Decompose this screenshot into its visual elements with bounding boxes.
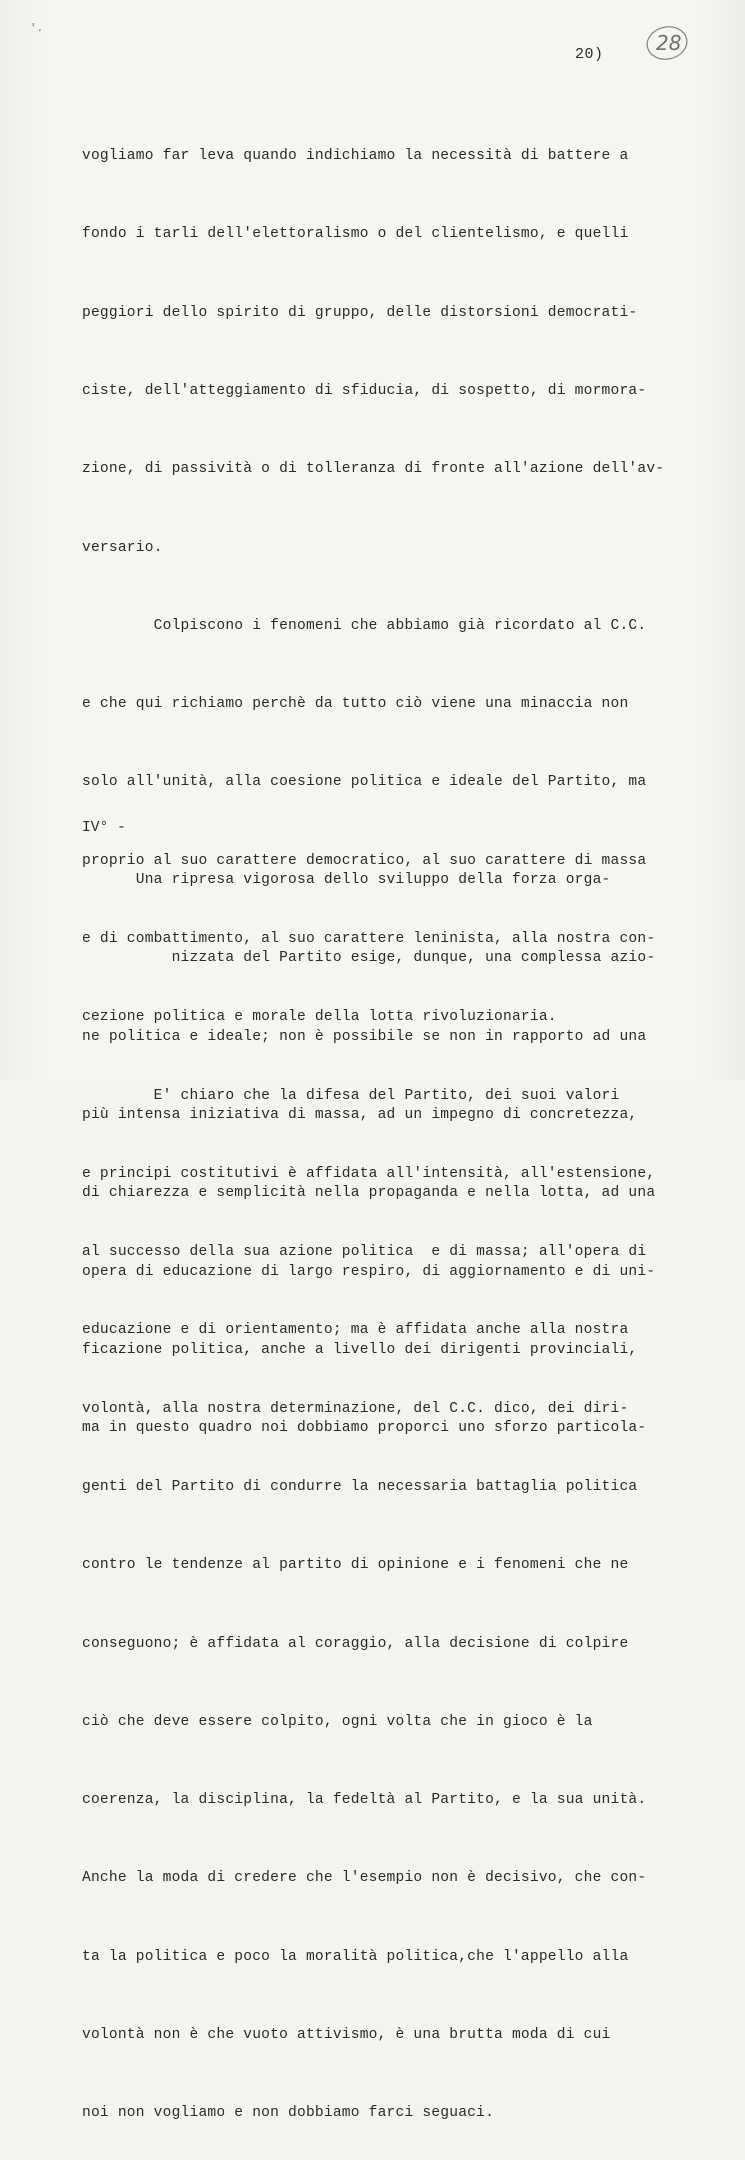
- text-line: e che qui richiamo perchè da tutto ciò viene una minaccia non: [82, 696, 629, 713]
- text-line: peggiori dello spirito di gruppo, delle distorsioni democrati-: [82, 304, 638, 321]
- text-line: volontà non è che vuoto attivismo, è una brutta moda di cui: [82, 2026, 611, 2043]
- text-line: versario.: [82, 539, 163, 556]
- text-line: noi non vogliamo e non dobbiamo farci seguaci.: [82, 2105, 495, 2122]
- text-line: nizzata del Partito esige, dunque, una complessa azio-: [82, 950, 656, 967]
- text-line: E' chiaro che la difesa del Partito, dei suoi valori: [82, 1087, 620, 1104]
- text-line: ciò che deve essere colpito, ogni volta che in gioco è la: [82, 1713, 593, 1730]
- text-line: e principi costitutivi è affidata all'intensità, all'estensione,: [82, 1165, 656, 1182]
- text-line: ta la politica e poco la moralità politica,che l'appello alla: [82, 1948, 629, 1965]
- text-line: ma in questo quadro noi dobbiamo proporci uno sforzo particola-: [82, 1420, 647, 1437]
- text-line: zione, di passività o di tolleranza di fronte all'azione dell'av-: [82, 461, 665, 478]
- text-line: solo all'unità, alla coesione politica e ideale del Partito, ma: [82, 774, 647, 791]
- text-line: proprio al suo carattere democratico, al suo carattere di massa: [82, 852, 647, 869]
- text-line: genti del Partito di condurre la necessaria battaglia politica: [82, 1478, 638, 1495]
- text-line: e di combattimento, al suo carattere leninista, alla nostra con-: [82, 931, 656, 947]
- text-line: ciste, dell'atteggiamento di sfiducia, di sospetto, di mormora-: [82, 383, 647, 400]
- text-line: Colpiscono i fenomeni che abbiamo già ricordato al C.C.: [82, 617, 647, 634]
- handwritten-page-stamp: [643, 22, 691, 64]
- text-line: cezione politica e morale della lotta rivoluzionaria.: [82, 1009, 557, 1026]
- text-line: più intensa iniziativa di massa, ad un impegno di concretezza,: [82, 1107, 638, 1124]
- text-line: contro le tendenze al partito di opinione e i fenomeni che ne: [82, 1557, 629, 1574]
- stamp-number: 28: [656, 31, 682, 55]
- text-line: volontà, alla nostra determinazione, del C.C. dico, dei diri-: [82, 1400, 629, 1417]
- page-number: 20): [575, 46, 604, 63]
- section-iv-text: [82, 815, 672, 1493]
- text-line: fondo i tarli dell'elettoralismo o del clientelismo, e quelli: [82, 226, 629, 243]
- text-line: al successo della sua azione politica e di massa; all'opera di: [82, 1244, 647, 1261]
- text-line: coerenza, la disciplina, la fedeltà al Partito, e la sua unità.: [82, 1792, 647, 1809]
- text-line: Una ripresa vigorosa dello sviluppo della forza orga-: [82, 872, 611, 889]
- text-line: educazione e di orientamento; ma è affidata anche alla nostra: [82, 1322, 629, 1339]
- text-line: ficazione politica, anche a livello dei dirigenti provinciali,: [82, 1341, 638, 1358]
- section-label: IV° -: [82, 820, 126, 836]
- text-line: ne politica e ideale; non è possibile se non in rapporto ad una: [82, 1028, 647, 1045]
- corner-mark: '.: [30, 23, 44, 35]
- text-line: Anche la moda di credere che l'esempio non è decisivo, che con-: [82, 1870, 647, 1887]
- text-line: di chiarezza e semplicità nella propaganda e nella lotta, ad una: [82, 1185, 656, 1202]
- text-line: opera di educazione di largo respiro, di aggiornamento e di uni-: [82, 1263, 656, 1280]
- text-line: vogliamo far leva quando indichiamo la necessità di battere a: [82, 148, 629, 165]
- text-line: conseguono; è affidata al coraggio, alla decisione di colpire: [82, 1635, 629, 1652]
